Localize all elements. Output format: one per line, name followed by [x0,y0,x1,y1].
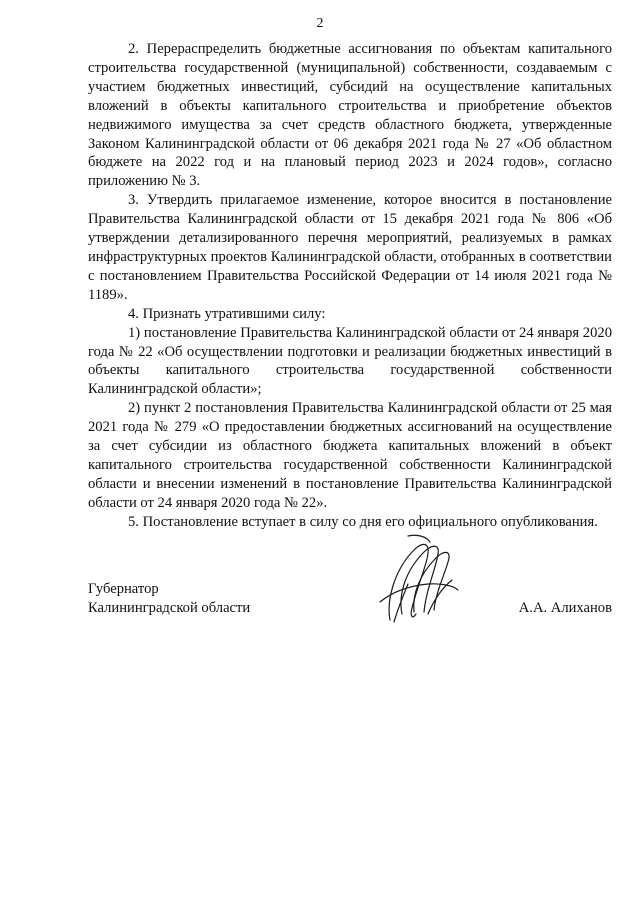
signatory-name: А.А. Алиханов [518,600,612,616]
document-body [88,40,612,532]
paragraph-item-4: 4. Признать утратившими силу: [128,305,326,322]
signature-block [88,580,612,640]
paragraph-subitem-4-2: 2) пункт 2 постановления Правительства Калининградской области от 25 мая 2021 года № 279 «О предоставлении бюджетных ассигнований на осуществление за счет субсидии из областного бюджета капитальных вложений в объект капитального строительства государственной собственности Калининградской области и внесении изменений в постановление Правительства Калининградской области от 24 января 2020 года № 22». [88,400,612,511]
paragraph-item-3: 3. Утвердить прилагаемое изменение, которое вносится в постановление Правительства Калининградской области от 15 декабря 2021 года № 806 «Об утверждении детализированного перечня мероприятий, реализуемых в рамках инфраструктурных проектов Калининградской области, отобранных в соответствии с постановлением Правительства Российской Федерации от 14 июля 2021 года № 1189». [88,192,612,303]
paragraph-item-2: 2. Перераспределить бюджетные ассигнования по объектам капитального строительства государственной (муниципальной) собственности, создаваемым с участием бюджетных инвестиций, субсидий на осуществление капитальных вложений в объекты капитального строительства и приобретение объектов недвижимого имущества за счет средств областного бюджета, утвержденные Законом Калининградской области от 06 декабря 2021 года № 27 «Об областном бюджете на 2022 год и на плановый период 2023 и 2024 годов», согласно приложению № 3. [88,41,612,190]
paragraph-item-5: 5. Постановление вступает в силу со дня его официального опубликования. [128,513,598,530]
signatory-title-line2: Калининградской области [88,600,251,616]
signatory-title-line1: Губернатор [88,581,159,597]
paragraph-subitem-4-1: 1) постановление Правительства Калининградской области от 24 января 2020 года № 22 «Об осуществлении подготовки и реализации бюджетных инвестиций в объекты капитального строительства государственной собственности Калининградской области»; [88,324,612,398]
page-number: 2 [316,16,324,31]
